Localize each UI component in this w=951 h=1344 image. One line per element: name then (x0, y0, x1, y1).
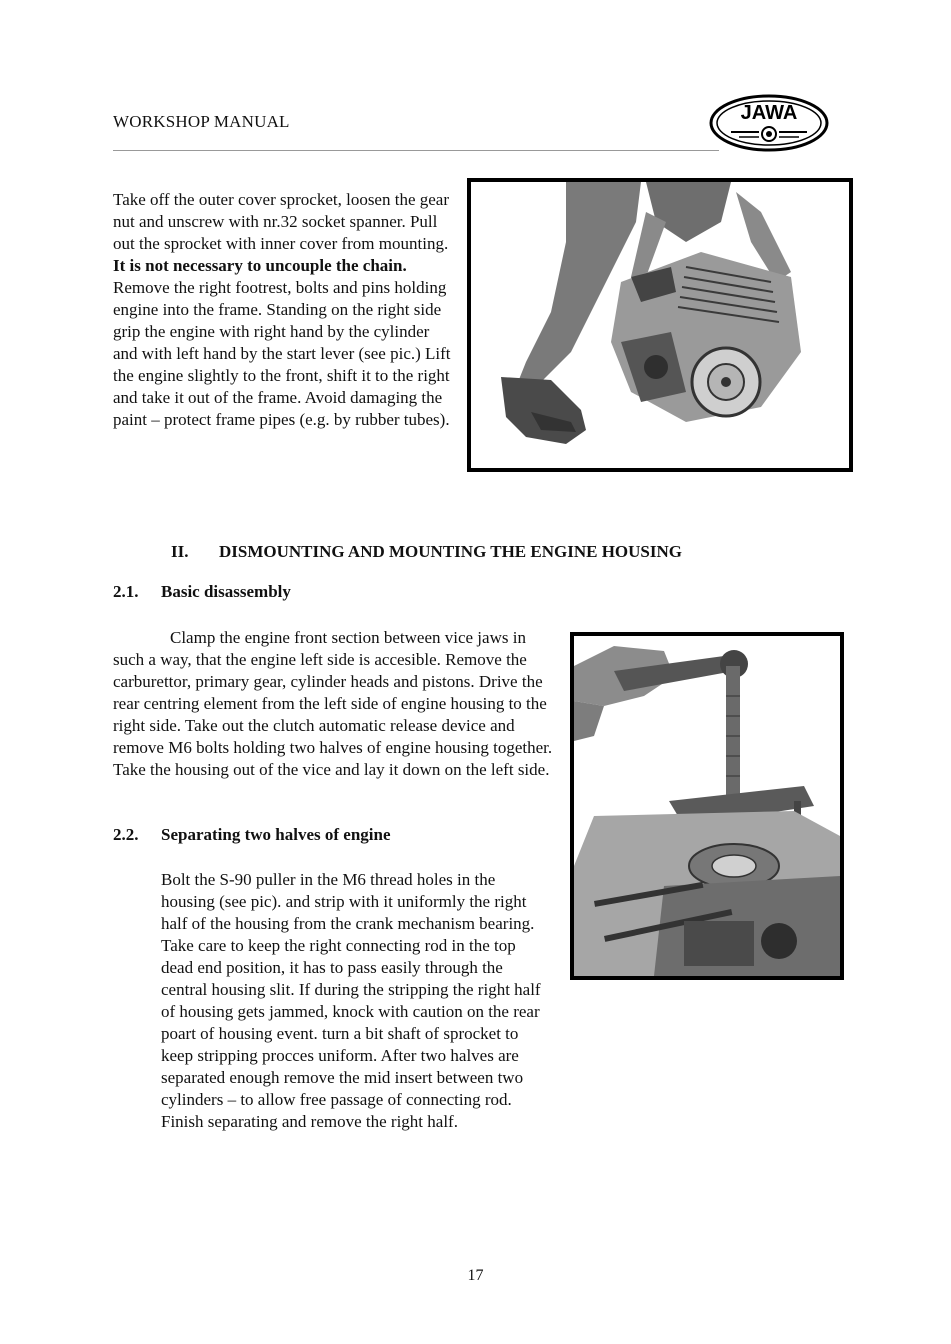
intro-text-block (113, 189, 458, 431)
section-heading (171, 542, 682, 562)
subsection-1-body (113, 627, 558, 781)
page-number: 17 (467, 1267, 484, 1284)
section-number: II. (171, 542, 189, 561)
subsection-2-body: Bolt the S-90 puller in the M6 thread holes in the housing (see pic). and strip with it uniformly the right half of the housing from the crank mechanism bearing. Take care to keep the right connecting rod in the top dead end position, it has to pass easily through the central housing slit. If during the stripping the right half of housing gets jammed, knock with caution on the rear poart of housing event. turn a bit shaft of sprocket to keep stripping procces uniform. After two halves are separated enough remove the mid insert between two cylinders – to allow free passage of connecting rod. Finish separating and remove the right half. (161, 870, 541, 1131)
subsection-1-title: Basic disassembly (161, 582, 291, 601)
header-divider (113, 150, 719, 151)
intro-bold-note: It is not necessary to uncouple the chain. (113, 256, 407, 275)
subsection-1-heading (113, 582, 291, 602)
intro-paragraph-b: Remove the right footrest, bolts and pins holding engine into the frame. Standing on the right side grip the engine with right hand by the cylinder and with left hand by the start lever (see pic.) Lift the engine slightly to the front, shift it to the right and take it out of the frame. Avoid damaging the paint – protect frame pipes (e.g. by rubber tubes). (113, 278, 451, 429)
subsection-1-text: Clamp the engine front section between vice jaws in such a way, that the engine left side is accesible. Remove the carburettor, primary gear, cylinder heads and pistons. Drive the rear centring element from the left side of engine housing to the right side. Take out the clutch automatic release device and remove M6 bolts holding two halves of engine housing together. Take the housing out of the vice and lay it down on the left side. (113, 628, 553, 779)
header-title: WORKSHOP MANUAL (113, 112, 290, 131)
subsection-2-heading (113, 825, 391, 845)
subsection-1-number: 2.1. (113, 582, 139, 601)
logo-text: JAWA (740, 102, 798, 124)
subsection-2-number: 2.2. (113, 825, 139, 844)
section-title: DISMOUNTING AND MOUNTING THE ENGINE HOUSING (219, 542, 683, 561)
jawa-logo (709, 94, 829, 152)
engine-removal-photo (467, 178, 853, 472)
intro-paragraph-a: Take off the outer cover sprocket, loosen the gear nut and unscrew with nr.32 socket spanner. Pull out the sprocket with inner cover from mounting. (113, 190, 449, 253)
puller-tool-photo (570, 632, 844, 980)
subsection-2-title: Separating two halves of engine (161, 825, 391, 844)
